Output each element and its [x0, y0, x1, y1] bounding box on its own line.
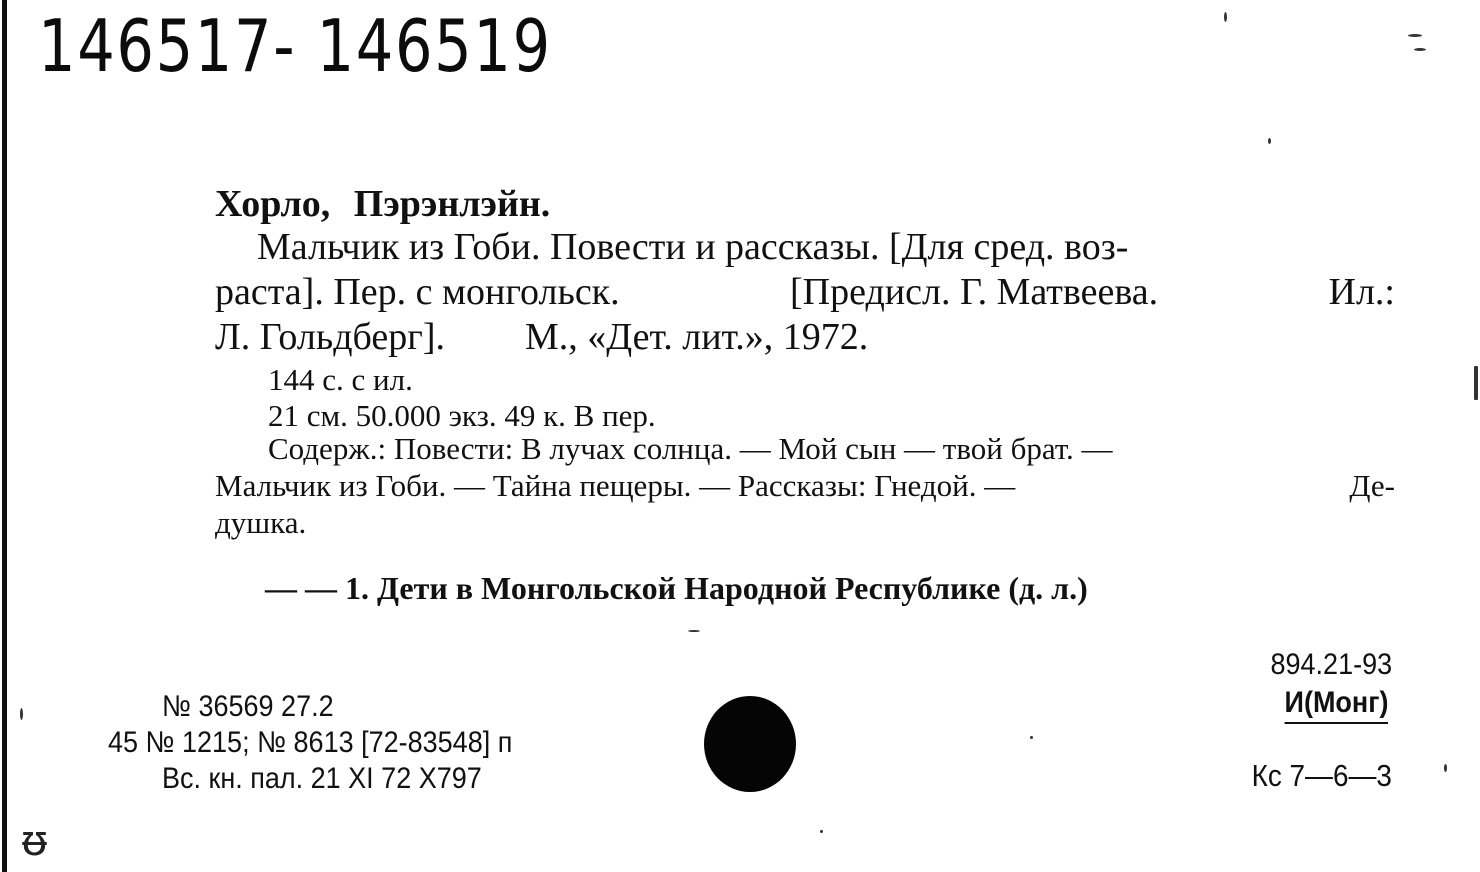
speck	[688, 630, 700, 632]
speck	[20, 708, 23, 720]
speck	[1030, 736, 1033, 739]
description-line-2	[215, 270, 1395, 315]
speck	[1408, 34, 1422, 37]
description-line-3	[215, 315, 1395, 360]
card-left-edge	[2, 0, 7, 872]
punch-hole	[704, 696, 796, 792]
contents-line-2-part-a: Мальчик из Гоби. — Тайна пещеры. — Рассказы: Гнедой. —	[215, 468, 1016, 503]
size-print-run-price: 21 см. 50.000 экз. 49 к. В пер.	[268, 398, 656, 433]
speck	[1268, 138, 1271, 144]
bibliographic-description	[215, 225, 1395, 360]
speck	[1224, 12, 1227, 22]
contents-line-2-part-b: Де-	[1349, 468, 1395, 503]
pages-info: 144 с. с ил.	[268, 362, 413, 397]
udc-code: 894.21-93	[1270, 648, 1392, 681]
description-line-1: Мальчик из Гоби. Повести и рассказы. [Для сред. воз-	[257, 226, 1129, 268]
speck	[1474, 366, 1478, 400]
price-code: Кс 7—6—3	[1251, 758, 1392, 793]
speck	[1414, 48, 1426, 51]
bbk-code: И(Монг)	[1284, 686, 1388, 724]
contents-line-1: Содерж.: Повести: В лучах солнца. — Мой сын — твой брат. —	[268, 431, 1113, 466]
code-line-3: Вс. кн. пал. 21 XI 72 X797	[162, 762, 482, 795]
contents-line-3: душка.	[215, 505, 307, 540]
description-line-3-part-a: Л. Гольдберг].	[215, 316, 445, 358]
speck	[1444, 764, 1447, 772]
description-line-2-part-c: Ил.:	[1328, 271, 1395, 313]
contents-line-2	[215, 467, 1395, 504]
description-line-3-part-b: М., «Дет. лит.», 1972.	[524, 316, 869, 358]
description-line-2-part-a: раста]. Пер. с монгольск.	[215, 271, 620, 313]
code-line-1: № 36569 27.2	[162, 690, 334, 723]
speck	[820, 830, 823, 833]
author-heading: Хорло, Пэрэнлэйн.	[215, 183, 551, 225]
handwritten-corner-mark: ᵿ	[22, 815, 48, 866]
handwritten-inventory-numbers: 146517- 146519	[38, 4, 552, 88]
subject-heading: — — 1. Дети в Монгольской Народной Республике (д. л.)	[265, 570, 1088, 606]
contents-note	[215, 430, 1395, 541]
description-line-2-part-b: [Предисл. Г. Матвеева.	[789, 271, 1159, 313]
code-line-2: 45 № 1215; № 8613 [72-83548] п	[108, 726, 513, 759]
